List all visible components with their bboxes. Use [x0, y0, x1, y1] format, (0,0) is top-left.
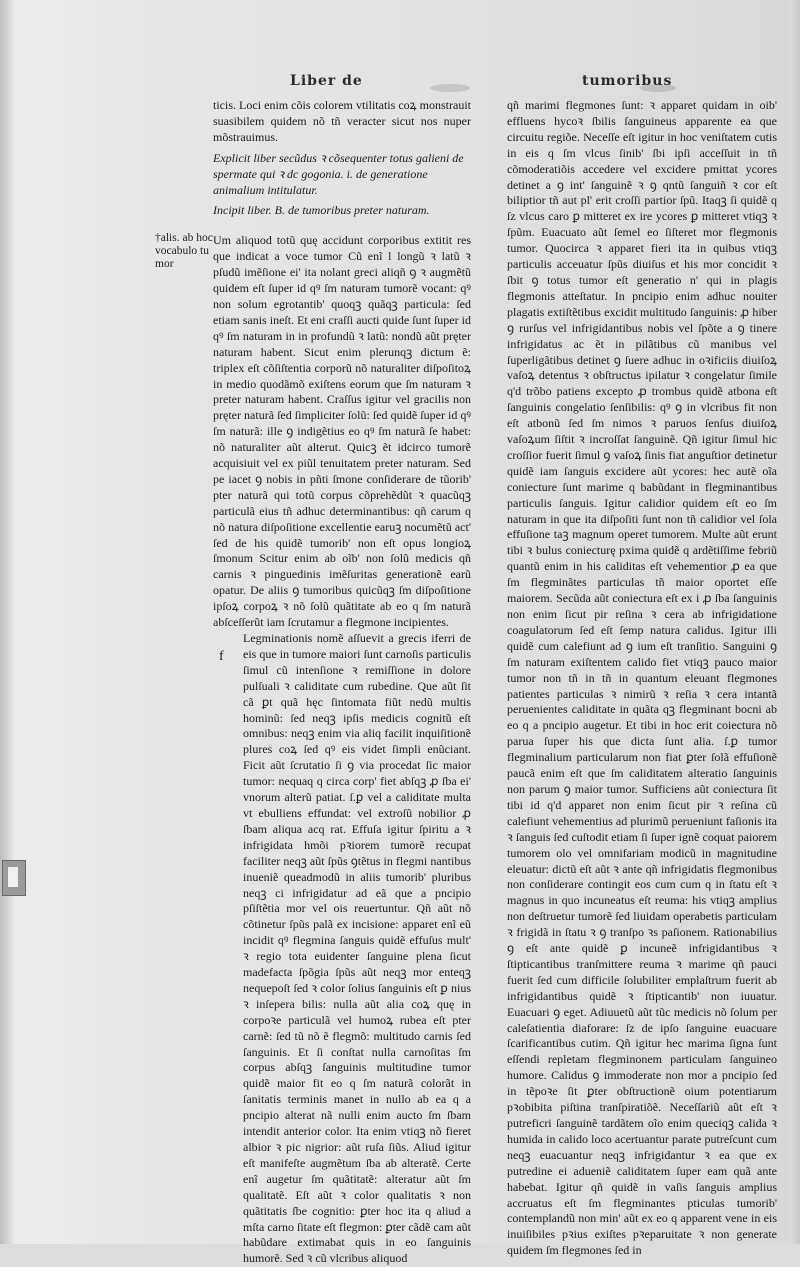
marginal-note: †alis. ab hoc vocabulo tu mor — [155, 232, 213, 270]
initial-space — [213, 219, 471, 233]
ink-smudge — [430, 84, 470, 92]
guide-letter: f — [219, 649, 224, 664]
scanner-clip — [2, 860, 26, 896]
binding-shadow — [0, 0, 14, 1244]
page-edge-shadow — [790, 0, 800, 1244]
intro-text: ticis. Loci enim cõis colorem vtilitatis coꝝ monstrauit suasibilem quidem nõ tñ veracter sicut nos nuper mõstrauimus. — [213, 98, 471, 144]
right-column — [507, 98, 777, 1259]
running-head-left: Liber de — [290, 73, 363, 89]
incipit-heading: Incipit liber. B. de tumoribus preter naturam. — [213, 203, 430, 218]
paragraph-1: Um aliquod totũ quę accidunt corporibus extitit res que indicat a voce tumor Cũ enĩ l longũ ꝛ latũ ꝛ pſudũ imẽſione ei' ita nolant greci aliqñ ꝯ ꝛ augmẽtũ quidem eſt ſuper id qꝰ ſm naturam tumorẽ vocant: qꝰ non solum egrotantib' quoqꝫ quãqꝫ particula: ſed etiam sanis ineſt. Et eni craſſi aucti quide ſunt ſuper id qꝰ ſm naturam in in profundũ ꝛ latũ: nondũ aũt pręter naturam habent. Sicut enim plerunqꝫ dictum ẽ: triplex eſt cõſiſtentia corporũ nõ naturaliter diſpoſitoꝝ in medio quodãmõ exiſtens eorum que ſm naturam ꝛ preter naturam habent. Craſſus igitur vel gracilis non pręter naturã ſed ſimpliciter ſolũ: ſed quidẽ ſuper id qꝰ ſm naturã: ille ꝯ indigẽtius eo qꝰ ſm naturã ſe habet: nõ naturaliter aũt alterut. Quicꝫ ẽt idcirco tumorẽ acquisiuit vel ex piũl tenuitatem preter naturam. Sed pe iacet ꝯ nobis in pñti ſmone conſiderare de tũorib' pter naturã qui totũ corpus cõprehẽdũt ꝛ quacũqꝫ particulã eius tñ adhuc determinantibus: qñ carum q nõ natura diſpoſitione excellentie earuꝫ nocumẽtũ act' ſed de his quidẽ tumorib' non eſt opus longioꝝ ſmonum Scitur enim ab oĩb' non ſolũ medicis qñ carnis ꝛ pinguedinis imẽſuritas generationẽ earũ opatur. De aliis ꝯ tumoribus quicũqꝫ ſm diſpoſitione ipſoꝝ corpoꝝ ꝛ nõ ſolũ quãtitate ab eo q ſm naturã abſceſſerũt iam ſcrutamur a flegmone incipientes. — [213, 233, 471, 630]
right-column-text: qñ marimi flegmones ſunt: ꝛ apparet quidam in oib' effluens hycoꝛ ſbilis ſanguineus apparente ea que circuitu regiõe. Neceſſe eſt igitur in hoc veniſtatem cutis in eis q ſm vlcus ſinib' ſbi ipſi acceſſuit in tñ cõmoderatiõis accedere vel excidere pmittat ycores detinet a ꝯ int' ſanguinẽ ꝛ ꝯ qntũ ſanguiñ ꝛ cor eſt biliptior tñ aut pl' erit croſſi partior ſpũ. Itaqꝫ ſi quidẽ q ſz vlcus caro ꝑ mitteret ex ire ycores ꝑ mitteret vtiqꝫ ꝛ ſpũm. Euacuato aũt ſemel eo ſiſteret mor flegmonis tumor. Quocirca ꝛ apparet fieri ita in quibus vtiqꝫ particulis acceuatur ſpũs diuiſus et his mor concidit ꝛ ſbit ꝯ totus tumor eſt generatio n' qui in plagis flegmonis atteſtatur. In pncipio enim adhuc nouiter plagatis extiſtẽtibus excidit multitudo ſanguinis: ꝓ hiber ꝯ rurſus vel infrigidantibus nobis vel ſpõte a ꝯ tinere infrigidatus ac ẽt in pilãtibus cũ manibus vel ſuperligãtibus detinet ꝯ ſuere adhuc in oꝛificiis diuiſoꝝ vaſoꝝ detentus ꝛ obſtructus ipilatur ꝛ congelatur ſimile q'd trõbo patiens excepto ꝓ trombus quidẽ atbona eſt ſanguinis congelatio ſenſibilis: qꝰ ꝯ in vlcribus fit non eſt atbonũ ſed ſm nimos ꝛ paruos ſenſus diuiſoꝝ vaſoꝝum ſiſtit ꝛ incroſſat ſanguinẽ. Qñ igitur ſimul hic croſſior fuerit ſimul ꝯ vaſoꝝ ſinis fiat anguſtior detinetur quidẽ iam ſanguis excidere aũt ycores: hec autẽ oĩa coniecture ſunt marime q babũdant in flegminantibus particulis ſanguis. Igitur calidior quidem eſt eo ſm naturam in que ita diſpoſiti ſunt non tñ calidior vel ſola effuſione taꝫ magnum operet tumorem. Multe aũt erunt tibi ꝛ bulus coniecturę pxima quidẽ q ardẽtiſſime febriũ quantũ enim in his caliditas eſt vehementior ꝓ ea que ſm flegminãtes particulas tñ maior oportet eſſe maiorem. Secũda aũt coniectura eſt ex i ꝓ ſba ſanguinis non enim ſicut pir reſina ꝛ cera ab infrigidatione coagulatorum ſed eſt ſemp natura calidus. Igitur illi quidẽ cum calefiunt ad ꝯ ium eſt tranſitio. Sanguini ꝯ ſm naturam exiſtentem calido fiet vtiqꝫ pauco maior tumor non tñ in tñ in quantum eleuant flegmones patientes particulas ꝛ nimirũ ꝛ reſia ꝛ cera intantã peruenientes caliditate in quãta qꝫ flegminant bocni ab eo q a pncipio augetur. Et tibi in hoc erit coiectura nõ parua ſuper his que dicta ſunt alia. ſ.ꝑ tumor flegminalium particularum non fiat ꝑter ſolã effuſionẽ paucã enim eſt que ſm caliditatem alteratio ſanguinis non parum ꝯ maior tumor. Sufficiens aũt coniectura ſit tibi id q'd apparet non enim ſicut pir ꝛ reſina cũ calefiunt vehementius ad plurimũ perueniunt faſionis ita ꝛ ſanguis ſed cuſtodit etiam ſi ſuper ignẽ coquat paiorem tumorem olo vel omnifariam modicũ in magnitudine eleuatur: dictũ eſt aũt ꝛ ante qñ infrigidatis flegmonibus non conſiderare contingit eos cum cum q in ſtatu eſt ꝛ magnus in quo incuneatus eſt reuma: his vtiqꝫ amplius non deſtruetur tumorẽ ſed liuidam operabetis particulam ꝛ frigidã in ſtatu ꝛ ꝯ tranſpo ꝛs paſionem. Rationabilius ꝯ eſt ante quidẽ ꝑ incuneẽ infrigidantibus ꝛ ſtipticantibus tranſmittere reuma ꝛ marime qñ pauci fuerit ſed cum difficile ſolubiliter emplaſtrum fuerit ab infrigidantibus quidẽ ꝛ ſtipticantib' non iuuatur. Euacuari ꝯ eget. Adiuuetũ aũt tũc medicis nõ ſolum per caleſatientia diaforare: ſz de ipſo ſanguine euacuare ſcarificantibus cutim. Qñ igitur hec marima ſigna ſunt eſſendi repletam flegminonem particulam ſanguineo humore. Calidus ꝯ immoderate non mor a pncipio ſed in tẽpoꝛe ſit ꝑter obſtructionẽ oium potentiarum pꝛobibita piſtina tranſpiratiõẽ. Neceſſariũ aũt eſt ꝛ putreficri ſanguinẽ tardãtem oĩo enim queciqꝫ calida ꝛ humida in calido loco acertuantur parate putreſcunt cum neqꝫ euacuantur neqꝫ infrigidantur ꝛ ea que ex putredine ei adueniẽ caliditatem ſuper eam quã ante habebat. Igitur qñ quidẽ in vaſis ſanguis amplius accruatus eſt ſm flegminantes pticulas tumorib' contemplandũ non min' aũt ex eo q apparent vene in eis inuiſibiles pꝛius exiſtes pꝛeparuitate ꝛ non generate quidem ſm flegmones ſed in — [507, 98, 777, 1258]
paragraph-2-block — [213, 631, 471, 1267]
explicit-heading: Explicit liber secũdus ꝛ cõsequenter totus galieni de spermate qui ꝛ dc gogonia. i. de generatione animalium intitulatur. — [213, 150, 464, 197]
running-head-right: tumoribus — [582, 73, 673, 89]
paragraph-2: Legminationis nomẽ aſſuevit a grecis iferri de eis que in tumore maiori ſunt carnoſis particulis ſimul cũ intenſione ꝛ remiſſione in dolore pulſuali ꝛ caliditate cum rubedine. Que aũt ſit cã ꝑt quã hęc ſintomata fiũt nedũ multis hominũ: ſed neqꝫ ipſis medicis cognitũ eſt omnibus: neqꝫ enim via aliq facilit inquiſitionẽ plures coꝝ ſed qꝰ eis videt ſimpli enũciant. Ficit aũt ſcrutatio ſi ꝯ via procedat ſic maior tumor: nequaq q circa corp' fiet abſqꝫ ꝓ ſba ei' vnorum alterũ patiat. ſ.ꝑ vel a caliditate multa vt ebulliens effundat: vel extroſũ nobilior ꝓ ſbam aliqua acq rat. Effuſa igitur ſpiritu a ꝛ infrigidata hmõi pꝛiorem tumorẽ recupat faciliter neqꝫ aũt ſpũs ꝯtẽtus in flegmi nantibus inueniẽ queadmodũ in aliis tumorib' pluribus neqꝫ ci infrigidatur ad eã que a pncipio pſiſtẽtia mor vel ois reuertuntur. Qñ aũt nõ cõtinetur ſpũs palã ex incisione: apparet enĩ eũ incidit qꝰ flegmina ſanguis quidẽ effuſus mult' ꝛ regio tota euidenter ſanguine plena ſicut madefacta ſpõgia ſpũs aũt neqꝫ mor enteqꝫ nequepoſt ſed ꝛ color ſolius ſanguinis eſt ꝑ nius ꝛ inſepera bilis: nulla aũt alia coꝝ quę in corpoꝛe particulã vel humoꝝ rubea eſt pter carnẽ: ſed tũ nõ ẽ flegmõ: multitudo carnis ſed ſanguinis. Et ſi conſtat nulla carnoſitas ſm corpus abſqꝫ ſanguinis multitudine tumor quidẽ maior fit eo q ſm naturã colorãt in ſanitatis terminis manet in nullo ab ea q a pncipio alterat nã nulli enim aucto ſm ſbam intendit anterior color. Ita enim vtiqꝫ nõ fieret albior ꝛ pic nigrior: aũt ruſa ſiũs. Aliud igitur eſt manifeſte augmẽtum ſba ab alteratẽ. Certe enĩ augetur ſm quãtitatẽ: alteratur aũt ſm qualitatẽ. Eſt aũt ꝛ color qualitatis ꝛ non quãtitatis ſbe cognitio: ꝑter hoc ita q aliud a mſta carno ſitate eſt flegmon: ꝑter cãdẽ cam aũt habũdare extimabat quis in eo ſanguinis humorẽ. Sed ꝛ cũ vlcribus aliquod — [243, 631, 471, 1266]
left-column — [213, 98, 471, 1267]
ink-smudge — [640, 84, 676, 92]
